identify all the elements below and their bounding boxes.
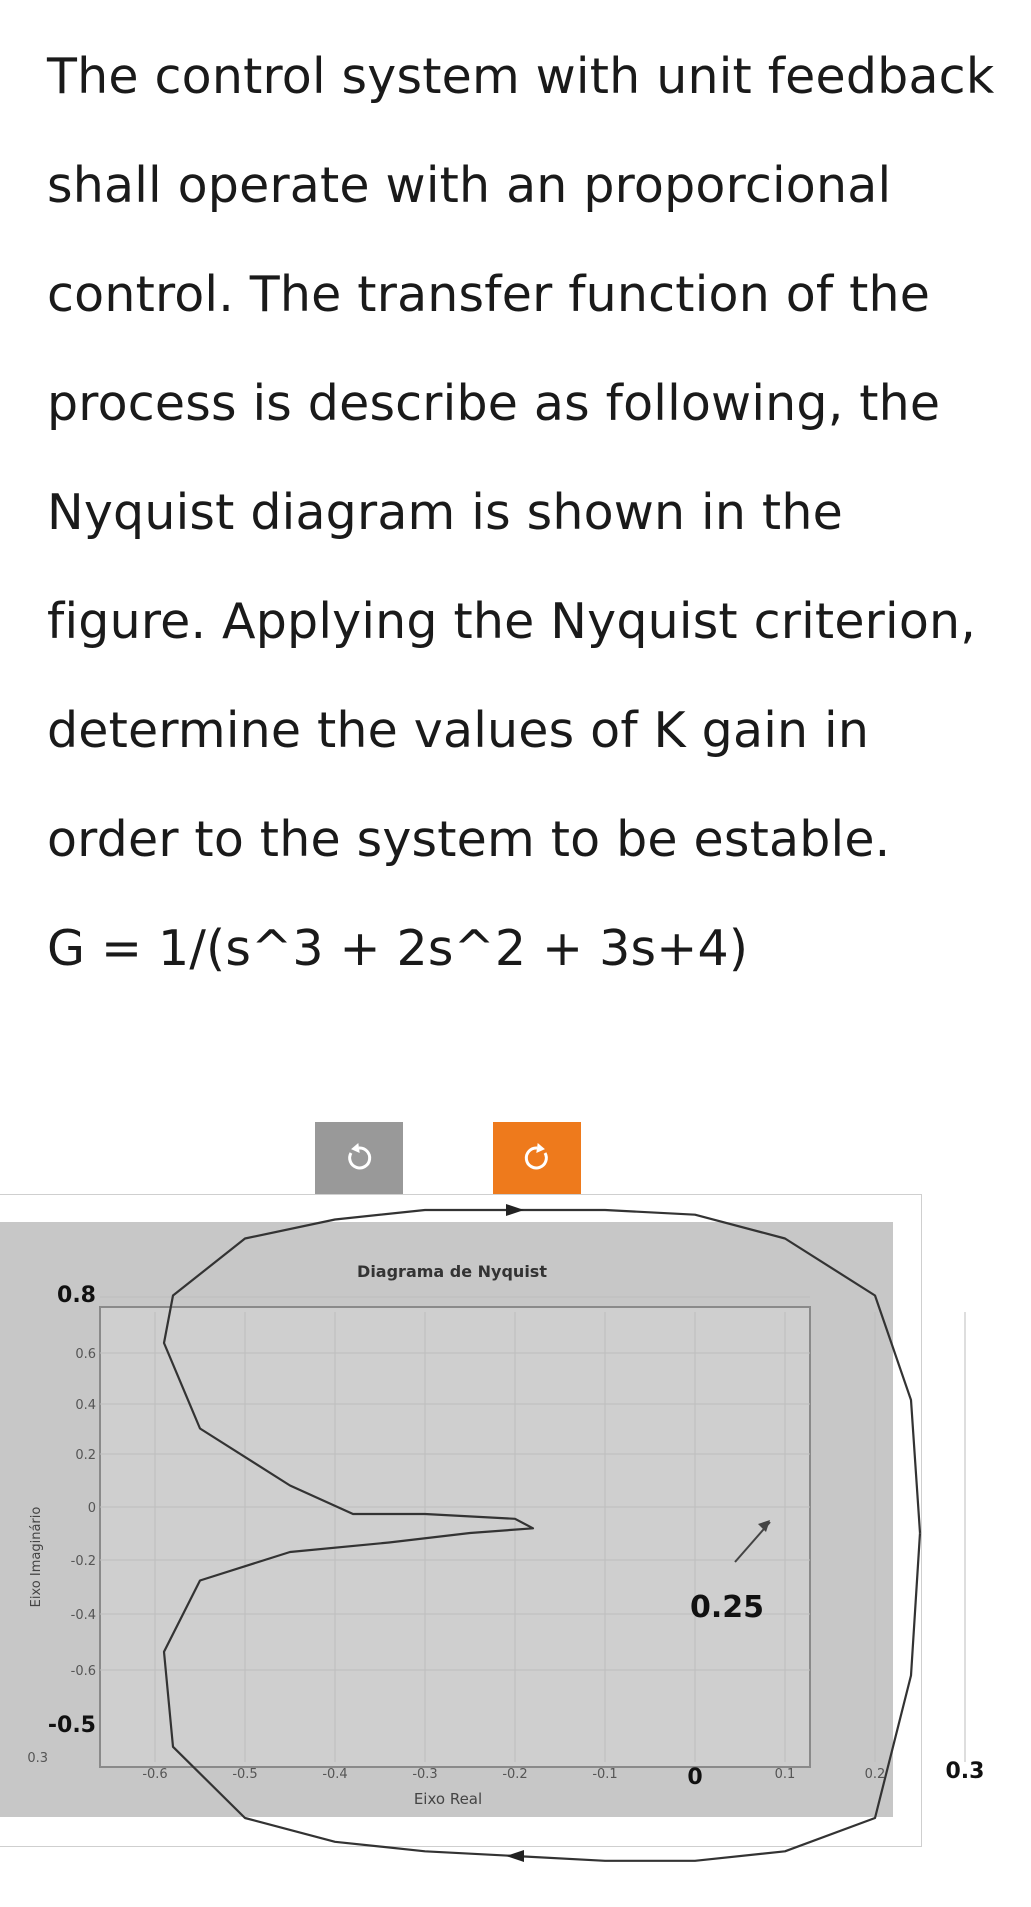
x-tick-label: -0.1 (592, 1767, 618, 1782)
question-line: determine the values of K gain in (47, 702, 870, 759)
x-tick-label: -0.5 (232, 1767, 258, 1782)
plot-area (100, 1307, 810, 1767)
question-line: Nyquist diagram is shown in the (47, 484, 843, 541)
y-tick-label: -0.5 (47, 1713, 96, 1738)
y-tick-label: 0 (87, 1501, 96, 1516)
direction-arrow (506, 1850, 524, 1862)
annotation-label: 0.25 (690, 1590, 765, 1625)
x-tick-label: 0.2 (864, 1767, 886, 1782)
y-tick-label: -0.2 (70, 1554, 96, 1569)
y-tick-label: -0.6 (70, 1664, 96, 1679)
y-axis-label: Eixo Imaginário (29, 1506, 44, 1608)
chart-title: Diagrama de Nyquist (357, 1262, 547, 1281)
transfer-function: G = 1/(s^3 + 2s^2 + 3s+4) (47, 920, 749, 977)
nyquist-chart (0, 1222, 985, 1817)
y-tick-label: 0.2 (75, 1448, 96, 1463)
x-tick-label: 0 (687, 1765, 703, 1790)
y-tick-label: 0.8 (57, 1283, 96, 1308)
x-tick-label: 0.1 (774, 1767, 796, 1782)
x-tick-label: -0.6 (142, 1767, 168, 1782)
rotate-right-button[interactable] (493, 1122, 581, 1194)
x-axis-label: Eixo Real (413, 1790, 483, 1808)
question-line: figure. Applying the Nyquist criterion, (47, 593, 977, 650)
question-line: The control system with unit feedback (47, 48, 995, 105)
y-tick-label: 0.6 (75, 1347, 96, 1362)
rotate-right-icon (520, 1141, 554, 1175)
x-tick-label: -0.4 (322, 1767, 348, 1782)
question-line: control. The transfer function of the (47, 266, 931, 323)
x-tick-label: 0.3 (945, 1759, 985, 1784)
question-line: order to the system to be estable. (47, 811, 891, 868)
y-tick-label: -0.4 (70, 1608, 96, 1623)
y-tick-label: 0.4 (75, 1398, 96, 1413)
rotate-left-icon (342, 1141, 376, 1175)
x-tick-label: -0.3 (412, 1767, 438, 1782)
question-text (47, 40, 1007, 1021)
question-line: process is describe as following, the (47, 375, 941, 432)
question-line: shall operate with an proporcional (47, 157, 892, 214)
rotate-left-button[interactable] (315, 1122, 403, 1194)
x-tick-label: -0.2 (502, 1767, 528, 1782)
y-tick-label: 0.3 (27, 1751, 48, 1766)
nyquist-chart-photo (0, 1222, 985, 1817)
